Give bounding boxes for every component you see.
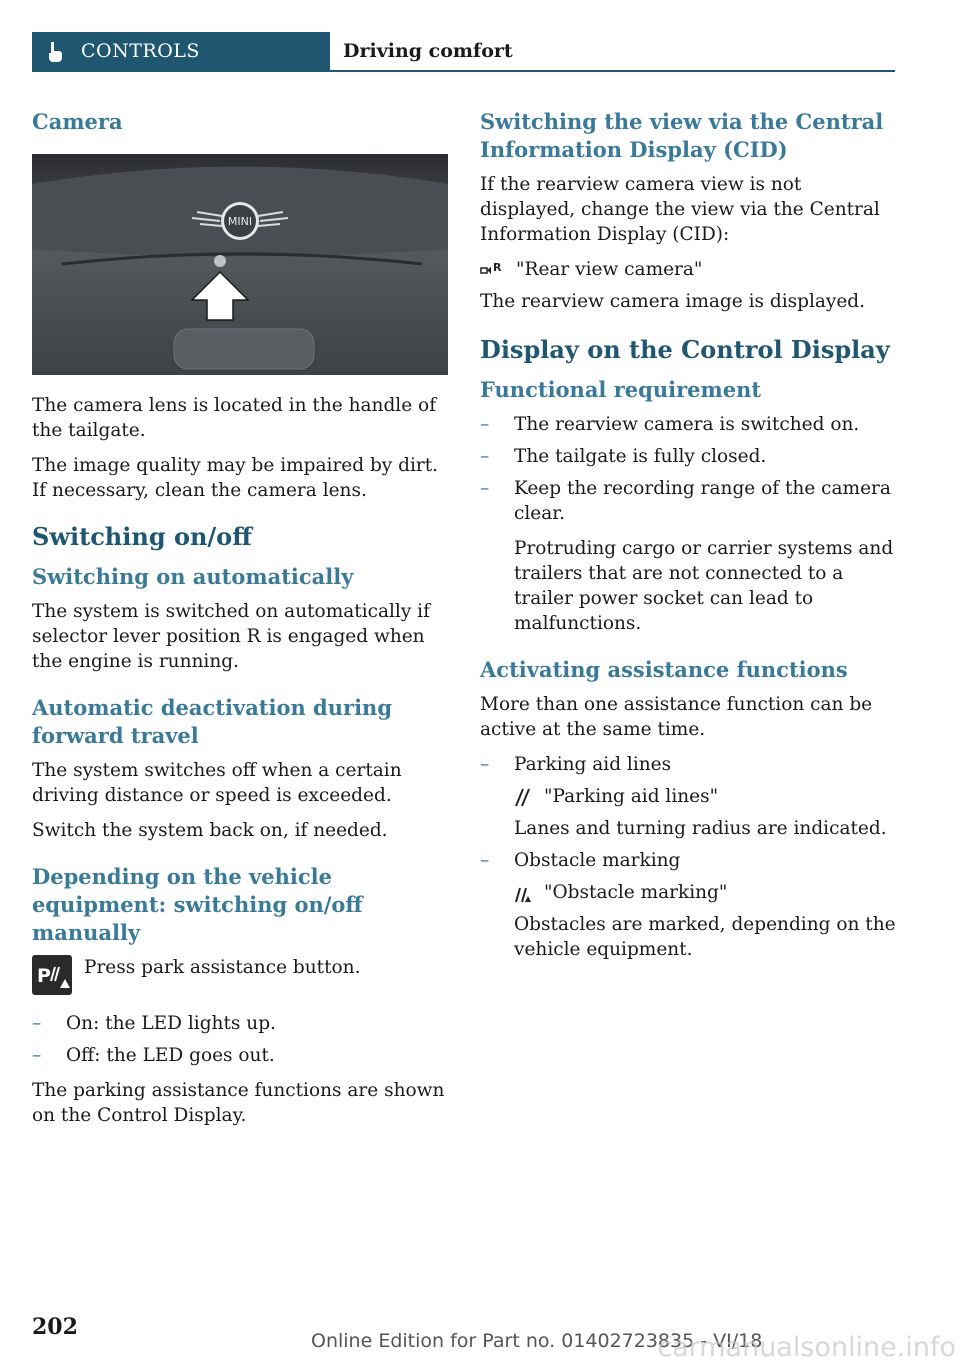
list-item: – Keep the recording range of the camera clear. bbox=[480, 478, 891, 524]
auto-on-text: The system is switched on automatically if selector lever position R is engaged when the engine is running. bbox=[32, 601, 430, 672]
list-item: – Parking aid lines bbox=[480, 754, 672, 775]
right-column bbox=[480, 108, 896, 969]
chapter-title: Driving comfort bbox=[343, 40, 513, 62]
left-column bbox=[32, 108, 448, 1138]
lens-location-text: The camera lens is located in the handle of the tailgate. bbox=[32, 395, 437, 441]
switching-heading: Switching on/off bbox=[32, 522, 252, 551]
park-assistance-button-icon bbox=[32, 955, 72, 995]
list-item: – Obstacle marking bbox=[480, 850, 681, 871]
pointing-hand-icon bbox=[44, 41, 64, 63]
section-tab bbox=[32, 32, 330, 70]
camera-heading: Camera bbox=[32, 109, 123, 134]
parking-aid-lines-icon bbox=[514, 786, 532, 808]
final-text: The parking assistance functions are shown on the Control Display. bbox=[32, 1080, 445, 1126]
edition-text: Online Edition for Part no. 01402723835 - VI/18 bbox=[311, 1330, 763, 1352]
list-item: – Off: the LED goes out. bbox=[32, 1045, 275, 1066]
displayed-text: The rearview camera image is displayed. bbox=[480, 291, 866, 312]
tailgate-camera-photo bbox=[32, 154, 448, 375]
auto-off-heading: Automatic deactivation during forward travel bbox=[32, 695, 393, 748]
rear-view-label: "Rear view camera" bbox=[516, 259, 703, 280]
list-item: – The tailgate is fully closed. bbox=[480, 446, 767, 467]
obstacle-desc: Obstacles are marked, depending on the vehicle equipment. bbox=[514, 914, 896, 960]
svg-text:P: P bbox=[37, 965, 51, 987]
requirement-note: Protruding cargo or carrier systems and trailers that are not connected to a trailer power socket can lead to malfunctions. bbox=[514, 538, 894, 634]
assist-text: More than one assistance function can be active at the same time. bbox=[480, 694, 873, 740]
assist-heading: Activating assistance functions bbox=[480, 657, 848, 682]
parking-aid-desc: Lanes and turning radius are indicated. bbox=[514, 818, 887, 839]
page-header bbox=[32, 32, 895, 72]
obstacle-marking-icon bbox=[514, 882, 532, 904]
assist-list-2 bbox=[480, 848, 896, 873]
page-number: 202 bbox=[32, 1314, 78, 1340]
cid-heading: Switching the view via the Central Information Display (CID) bbox=[480, 109, 884, 162]
requirements-list bbox=[480, 412, 896, 526]
section-title: CONTROLS bbox=[81, 40, 200, 62]
parking-aid-row bbox=[480, 784, 896, 809]
auto-on-heading: Switching on automatically bbox=[32, 564, 354, 589]
auto-off-text: The system switches off when a certain driving distance or speed is exceeded. bbox=[32, 760, 402, 806]
obstacle-label: "Obstacle marking" bbox=[544, 882, 728, 903]
rear-view-camera-icon bbox=[480, 259, 504, 279]
list-item: – The rearview camera is switched on. bbox=[480, 414, 860, 435]
switch-back-text: Switch the system back on, if needed. bbox=[32, 820, 388, 841]
functional-requirement-heading: Functional requirement bbox=[480, 377, 762, 402]
cid-text: If the rearview camera view is not displayed, change the view via the Central Information Display (CID): bbox=[480, 174, 880, 245]
obstacle-row bbox=[480, 880, 896, 905]
svg-text:R: R bbox=[493, 261, 502, 274]
manual-heading: Depending on the vehicle equipment: switching on/off manually bbox=[32, 864, 363, 945]
press-button-text: Press park assistance button. bbox=[84, 957, 361, 978]
watermark: carmanualsonline.info bbox=[657, 1332, 956, 1363]
led-list bbox=[32, 1011, 448, 1068]
parking-aid-label: "Parking aid lines" bbox=[544, 786, 719, 807]
assist-list bbox=[480, 752, 896, 777]
display-heading: Display on the Control Display bbox=[480, 335, 890, 364]
park-assist-row bbox=[32, 955, 448, 995]
list-item: – On: the LED lights up. bbox=[32, 1013, 276, 1034]
rear-view-row bbox=[480, 257, 896, 282]
image-quality-text: The image quality may be impaired by dirt. If necessary, clean the camera lens. bbox=[32, 455, 439, 501]
mini-logo-text: MINI bbox=[227, 215, 253, 228]
